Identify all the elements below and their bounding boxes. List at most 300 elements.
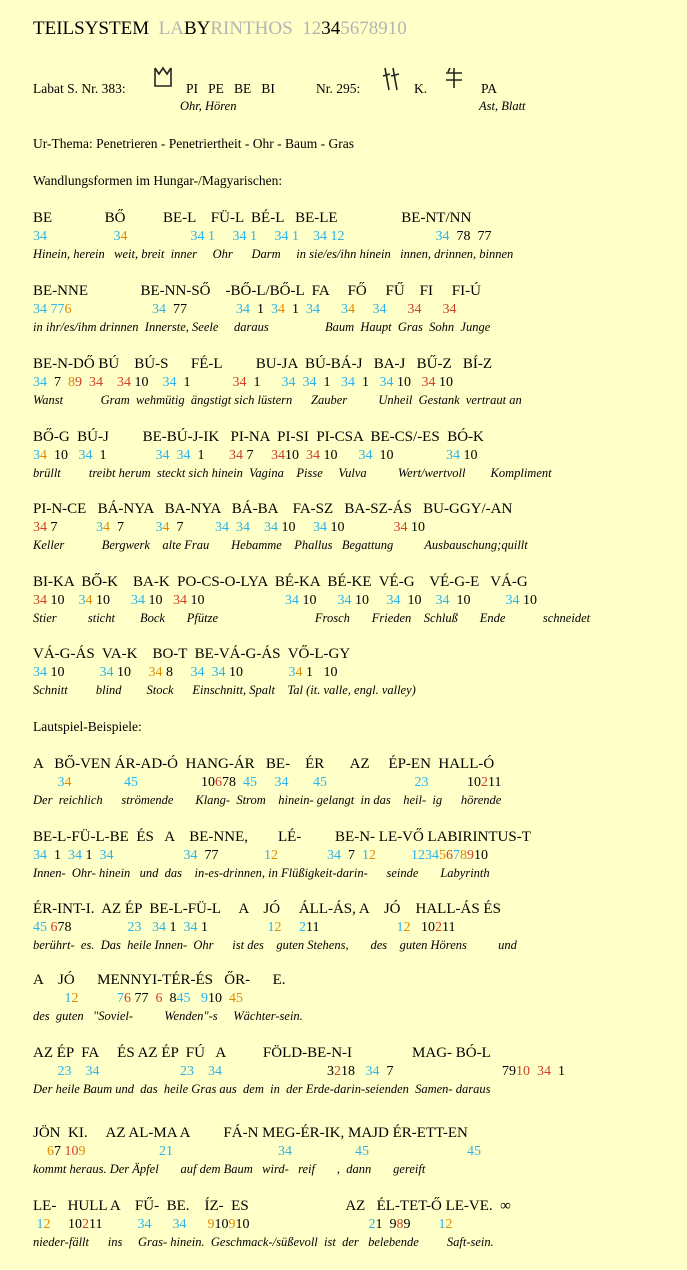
number-segment xyxy=(292,1144,355,1159)
labat-gloss-1: Ohr, Hören xyxy=(180,99,237,113)
number-segment: 2 xyxy=(434,920,442,935)
number-segment: 34 xyxy=(183,920,198,935)
hungarian-words-line: LE- HULL A FŰ- BE. ÍZ- ES AZ ÉL-TET-Ő LE-VE. ∞ xyxy=(33,1198,511,1214)
translation-line: Hinein, herein weit, breit inner Ohr Darm in sie/es/ihn hinein innen, drinnen, binnen xyxy=(33,247,514,261)
number-segment: 34 xyxy=(379,375,394,390)
number-segment xyxy=(376,848,411,863)
number-segment: 45 xyxy=(176,991,191,1006)
number-segment: 34 xyxy=(33,229,47,244)
number-segment: 34 xyxy=(117,375,131,390)
wandlung-heading: Wandlungsformen im Hungar-/Magyarischen: xyxy=(33,173,283,188)
number-segment: 34 xyxy=(285,593,299,608)
number-segment: 8 xyxy=(460,848,467,863)
number-segment: 2 xyxy=(299,920,306,935)
number-segment: 1 xyxy=(246,375,282,390)
cuneiform-sign-295b-icon xyxy=(444,66,464,90)
hungarian-words-line: A JÓ MENNYI-TÉR-ÉS ŐR- E. xyxy=(33,972,286,988)
number-code-line xyxy=(33,775,501,791)
number-segment xyxy=(530,1064,537,1079)
number-segment: 8 xyxy=(68,375,75,390)
number-segment: 3 xyxy=(271,302,278,317)
number-segment: 3 xyxy=(78,593,86,608)
number-segment: 8 xyxy=(396,1217,404,1232)
number-segment: 4 xyxy=(85,593,93,608)
number-segment: 34 xyxy=(68,848,82,863)
number-segment: 10 xyxy=(225,665,289,680)
number-segment: 1 xyxy=(176,375,233,390)
number-segment: 1 xyxy=(36,1217,44,1232)
number-segment: 34 xyxy=(421,375,436,390)
number-segment: 2 xyxy=(274,920,282,935)
number-segment: 3 xyxy=(222,1064,334,1079)
number-segment: 45 xyxy=(355,1144,369,1159)
number-segment xyxy=(289,775,314,790)
number-segment: 7 79 xyxy=(379,1064,516,1079)
number-segment: 45 xyxy=(467,1144,481,1159)
number-segment: 10 xyxy=(47,593,79,608)
number-code-line xyxy=(33,593,537,609)
number-segment: 6 xyxy=(446,848,453,863)
number-segment: 34 xyxy=(99,848,114,863)
number-segment xyxy=(369,1144,467,1159)
number-segment: 34 xyxy=(393,520,408,535)
number-code-line xyxy=(33,1144,481,1160)
number-segment: 34 xyxy=(337,593,352,608)
translation-line: Schnitt blind Stock Einschnitt, Spalt Tal (it. valle, engl. valley) xyxy=(33,683,416,697)
title-main: TEILSYSTEM xyxy=(33,18,150,39)
number-segment: 10 xyxy=(372,448,446,463)
number-segment xyxy=(186,1217,207,1232)
translation-line: berührt- es. Das heile Innen- Ohr ist des guten Stehens, des guten Hörens und xyxy=(33,938,517,952)
number-segment: 34 xyxy=(183,848,198,863)
labat-ref-1: Labat S. Nr. 383: xyxy=(33,81,126,96)
number-segment xyxy=(422,302,443,317)
number-code-line xyxy=(33,302,457,318)
number-segment: 10 xyxy=(435,375,453,390)
number-segment: 45 xyxy=(33,920,47,935)
number-segment xyxy=(257,775,275,790)
translation-line: Innen- Ohr- hinein und das in-es-drinnen, in Flüßigkeit-darin- seinde Labyrinth xyxy=(33,866,490,880)
number-segment xyxy=(72,775,125,790)
number-segment: 12 xyxy=(411,848,425,863)
number-segment: 3 xyxy=(155,520,163,535)
number-segment xyxy=(79,991,118,1006)
number-segment: 10 xyxy=(208,991,229,1006)
number-segment: 11 xyxy=(441,920,456,935)
number-code-line xyxy=(33,229,492,245)
number-segment: 45 xyxy=(124,775,138,790)
number-segment xyxy=(128,229,191,244)
number-segment: 10 xyxy=(278,520,313,535)
number-segment: 34 xyxy=(446,448,460,463)
number-segment: 11 xyxy=(306,920,397,935)
number-segment: 9 xyxy=(403,1217,439,1232)
number-segment: 9 xyxy=(75,375,82,390)
number-segment: 18 xyxy=(341,1064,366,1079)
number-segment: 10 xyxy=(138,775,215,790)
number-segment: 34 34 xyxy=(281,375,317,390)
number-segment: 10 xyxy=(113,665,149,680)
number-segment: 34 xyxy=(33,375,47,390)
number-segment: 34 12 xyxy=(313,229,345,244)
translation-line: in ihr/es/ihm drinnen Innerste, Seele daraus Baum Haupt Gras Sohn Junge xyxy=(33,320,491,334)
number-segment: 7 xyxy=(47,375,68,390)
number-segment: 10 xyxy=(131,375,163,390)
number-segment: 10 xyxy=(474,848,488,863)
number-segment: 34 xyxy=(236,302,250,317)
translation-line: nieder-fällt ins Gras- hinein. Geschmack-/süßevoll ist der belebende Saft-sein. xyxy=(33,1235,494,1249)
number-segment: 34 xyxy=(274,775,289,790)
number-segment: 1 xyxy=(267,920,275,935)
number-segment: 34 xyxy=(33,520,47,535)
number-segment: 34 xyxy=(33,665,47,680)
number-segment: 9 xyxy=(78,1144,86,1159)
number-segment: 4 xyxy=(295,665,303,680)
translation-line: Wanst Gram wehmütig ängstigt sich lüstern Zauber Unheil Gestank vertraut an xyxy=(33,393,522,407)
number-segment: 10 xyxy=(320,448,359,463)
number-segment: 2 xyxy=(481,775,488,790)
number-segment: 34 1 xyxy=(190,229,215,244)
number-segment xyxy=(327,775,415,790)
number-segment: 10 xyxy=(407,520,425,535)
number-segment: 45 xyxy=(243,775,257,790)
number-segment: 1 xyxy=(82,848,100,863)
number-segment: 10 xyxy=(299,593,338,608)
number-segment: 6 xyxy=(124,991,131,1006)
number-segment: 77 xyxy=(197,848,264,863)
page-title xyxy=(33,18,407,40)
number-segment: 34 xyxy=(425,848,439,863)
number-segment: 34 xyxy=(131,593,145,608)
number-segment xyxy=(345,229,436,244)
number-segment: 34 xyxy=(33,593,47,608)
number-segment xyxy=(33,1064,58,1079)
hungarian-words-line: VÁ-G-ÁS VA-K BO-T BE-VÁ-G-ÁS VŐ-L-GY xyxy=(33,646,351,662)
translation-line: Der reichlich strömende Klang- Strom hinein- gelangt in das heil- ig hörende xyxy=(33,793,502,807)
number-segment: 23 xyxy=(180,1064,194,1079)
number-segment: 34 xyxy=(442,302,457,317)
hungarian-words-line: BE-N-DŐ BÚ BÚ-S FÉ-L BU-JA BÚ-BÁ-J BA-J BŰ-Z BÍ-Z xyxy=(33,356,493,372)
number-segment: 34 xyxy=(505,593,520,608)
number-segment: 34 xyxy=(407,302,422,317)
number-segment: 1 xyxy=(92,448,156,463)
number-segment xyxy=(215,229,233,244)
number-segment: 34 34 xyxy=(190,665,226,680)
translation-line: Stier sticht Bock Pfütze Frosch Frieden Schluß Ende schneidet xyxy=(33,611,591,625)
number-segment: 10 xyxy=(214,1217,229,1232)
number-code-line xyxy=(33,1064,565,1080)
number-segment: 78 xyxy=(57,920,128,935)
number-segment: 6 xyxy=(50,920,58,935)
number-segment xyxy=(299,229,313,244)
number-segment: 1 xyxy=(355,375,380,390)
number-code-line xyxy=(33,448,478,464)
hungarian-words-line: BI-KA BŐ-K BA-K PO-CS-O-LYA BÉ-KA BÉ-KE VÉ-G VÉ-G-E VÁ-G xyxy=(33,574,528,590)
number-segment: 7 xyxy=(341,848,362,863)
number-segment: 8 xyxy=(162,991,177,1006)
number-segment: 3 xyxy=(33,448,40,463)
number-segment: 7 xyxy=(54,1144,65,1159)
number-segment: 34 34 xyxy=(215,520,250,535)
number-segment xyxy=(173,1144,278,1159)
number-segment: 34 xyxy=(152,920,166,935)
number-segment: 34 xyxy=(341,375,355,390)
hungarian-words-line: AZ ÉP FA ÉS AZ ÉP FÚ A FÖLD-BE-N-I MAG- BÓ-L xyxy=(33,1045,491,1061)
hungarian-words-line: JÖN KI. AZ AL-MA A FÁ-N MEG-ÉR-IK, MAJD ÉR-ETT-EN xyxy=(33,1125,468,1141)
number-segment: 1 xyxy=(396,920,404,935)
number-segment: 10 xyxy=(64,1144,79,1159)
number-segment: 34 xyxy=(148,665,163,680)
number-segment xyxy=(86,1144,160,1159)
number-code-line xyxy=(33,1217,452,1233)
number-segment: 3 xyxy=(341,302,348,317)
number-segment: 4 xyxy=(278,302,285,317)
number-segment: 1 xyxy=(250,302,271,317)
number-segment: 10 xyxy=(400,593,436,608)
number-segment: 34 xyxy=(152,302,166,317)
number-segment: 1 xyxy=(47,848,68,863)
number-segment: 3 xyxy=(113,229,121,244)
number-segment: 1 10 xyxy=(302,665,338,680)
number-segment: 45 xyxy=(313,775,327,790)
number-segment: 34 xyxy=(232,375,247,390)
labat-syllables-1: PI PE BE BI xyxy=(186,81,275,96)
number-code-line xyxy=(33,920,455,936)
number-segment: 34 xyxy=(537,1064,551,1079)
number-segment: 10 xyxy=(92,593,131,608)
number-code-line xyxy=(33,665,338,681)
number-segment xyxy=(72,302,153,317)
number-segment xyxy=(72,1064,86,1079)
number-segment: 10 xyxy=(235,1217,250,1232)
number-segment: 10 xyxy=(351,593,387,608)
number-segment: 6 xyxy=(64,302,72,317)
number-code-line xyxy=(33,848,488,864)
number-segment: 34 xyxy=(306,448,320,463)
number-segment: 23 xyxy=(57,1064,72,1079)
number-segment: 34 xyxy=(99,665,114,680)
number-segment: 11 xyxy=(488,775,502,790)
number-segment: 34 xyxy=(327,848,341,863)
number-segment: 10 xyxy=(50,1217,82,1232)
number-segment: 10 xyxy=(187,593,285,608)
number-segment: 9 xyxy=(207,1217,215,1232)
number-segment xyxy=(191,991,202,1006)
number-segment: 34 xyxy=(229,448,243,463)
number-segment xyxy=(114,848,184,863)
number-segment: 10 xyxy=(145,593,173,608)
number-segment: 34 xyxy=(78,448,93,463)
number-segment: 1 xyxy=(362,848,369,863)
number-segment: 34 xyxy=(271,448,285,463)
number-segment: 1 xyxy=(551,1064,565,1079)
number-segment: 1 xyxy=(197,920,268,935)
number-segment: 2 xyxy=(334,1064,341,1079)
hungarian-words-line: ÉR-INT-I. AZ ÉP BE-L-FÜ-L A JÓ ÁLL-ÁS, A JÓ HALL-ÁS ÉS xyxy=(33,901,501,917)
number-segment: 7 xyxy=(243,448,271,463)
number-segment: 2 xyxy=(43,1217,51,1232)
labat-syllable-2b: PA xyxy=(481,81,498,96)
number-segment: 77 xyxy=(166,302,236,317)
number-segment: 9 xyxy=(467,848,474,863)
lautspiel-heading: Lautspiel-Beispiele: xyxy=(33,719,142,734)
number-segment: 4 xyxy=(162,520,170,535)
number-segment: 7 xyxy=(169,520,215,535)
hungarian-words-line: BŐ-G BÚ-J BE-BÚ-J-IK PI-NA PI-SI PI-CSA BE-CS/-ES BÓ-K xyxy=(33,429,484,445)
number-segment: 34 xyxy=(306,302,320,317)
title-num-dark-34: 34 xyxy=(321,18,341,39)
labat-gloss-2: Ast, Blatt xyxy=(479,99,526,113)
number-segment: 10 xyxy=(410,920,435,935)
number-segment: 2 xyxy=(82,1217,89,1232)
number-segment: 34 77 xyxy=(33,302,65,317)
labat-ref-2: Nr. 295: xyxy=(316,81,361,96)
number-segment: 8 xyxy=(162,665,191,680)
number-code-line xyxy=(33,991,243,1007)
number-segment: 10 xyxy=(47,665,100,680)
number-segment: 4 xyxy=(120,229,128,244)
number-segment: 34 xyxy=(173,593,187,608)
number-segment: 1 xyxy=(316,375,341,390)
number-segment: 34 34 xyxy=(155,448,191,463)
hungarian-words-line: BE-L-FÜ-L-BE ÉS A BE-NNE, LÉ- BE-N- LE-VŐ LABIRINTUS-T xyxy=(33,829,531,845)
number-segment: 4 xyxy=(103,520,110,535)
translation-line: Keller Bergwerk alte Frau Hebamme Phallus Begattung Ausbauschung;quillt xyxy=(33,538,528,552)
number-segment: 3 xyxy=(96,520,103,535)
number-segment: 1 9 xyxy=(375,1217,397,1232)
number-segment: 34 xyxy=(85,1064,100,1079)
title-grey-la: LA xyxy=(158,18,184,39)
number-segment xyxy=(387,302,408,317)
number-segment: 10 xyxy=(393,375,422,390)
number-segment: 78 xyxy=(222,775,243,790)
number-segment xyxy=(33,775,58,790)
number-segment: 7 xyxy=(117,991,124,1006)
number-segment xyxy=(250,520,264,535)
cuneiform-sign-295a-icon xyxy=(381,66,401,92)
number-segment: 45 xyxy=(229,991,243,1006)
number-segment: 34 xyxy=(162,375,177,390)
number-segment: 7 xyxy=(453,848,460,863)
number-segment: 5 xyxy=(439,848,446,863)
number-segment: 4 xyxy=(64,775,72,790)
number-segment: 21 xyxy=(159,1144,173,1159)
title-dark-by: BY xyxy=(183,18,211,39)
hungarian-words-line: BE-NNE BE-NN-SŐ -BŐ-L/BŐ-L FA FŐ FŰ FI FI-Ú xyxy=(33,283,481,299)
number-segment: 3 xyxy=(288,665,296,680)
number-segment xyxy=(278,848,327,863)
number-segment: 7 xyxy=(47,520,96,535)
number-segment: 34 1 xyxy=(232,229,257,244)
number-segment: 10 xyxy=(449,593,506,608)
number-segment xyxy=(103,375,117,390)
number-segment: 1 xyxy=(166,920,184,935)
number-segment: 34 xyxy=(386,593,401,608)
number-segment xyxy=(33,1144,47,1159)
hungarian-words-line: BE BŐ BE-L FÜ-L BÉ-L BE-LE BE-NT/NN xyxy=(33,210,472,226)
number-segment: 11 xyxy=(89,1217,138,1232)
number-segment: 34 xyxy=(89,375,103,390)
number-segment: 6 xyxy=(155,991,163,1006)
number-segment: 34 xyxy=(264,520,278,535)
title-grey-rinthos: RINTHOS xyxy=(210,18,293,39)
number-segment: 9 xyxy=(228,1217,236,1232)
number-segment: 4 xyxy=(348,302,355,317)
number-segment: 2 xyxy=(271,848,278,863)
number-segment xyxy=(282,920,300,935)
number-segment: 34 xyxy=(435,593,450,608)
number-segment: 2 xyxy=(368,1217,376,1232)
number-segment: 10 xyxy=(47,448,79,463)
number-segment xyxy=(100,1064,181,1079)
number-segment: 1 xyxy=(264,848,271,863)
number-code-line xyxy=(33,520,425,536)
number-segment: 2 xyxy=(403,920,411,935)
number-segment: 10 xyxy=(327,520,394,535)
number-segment: 1 xyxy=(438,1217,446,1232)
number-segment: 34 xyxy=(208,1064,222,1079)
number-segment: 6 xyxy=(47,1144,54,1159)
number-segment: 78 77 xyxy=(449,229,492,244)
number-segment xyxy=(194,1064,208,1079)
number-segment: 6 xyxy=(215,775,222,790)
translation-line: Der heile Baum und das heile Gras aus dem in der Erde-darin-seienden Samen- daraus xyxy=(33,1082,491,1096)
labat-syllable-2a: K. xyxy=(414,81,428,96)
number-segment: 1 xyxy=(285,302,306,317)
number-segment xyxy=(47,229,114,244)
number-segment: 34 xyxy=(435,229,450,244)
number-segment: 34 xyxy=(33,848,47,863)
number-code-line xyxy=(33,375,453,391)
number-segment: 2 xyxy=(445,1217,453,1232)
hungarian-words-line: PI-N-CE BÁ-NYA BA-NYA BÁ-BA FA-SZ BA-SZ-ÁS BU-GGY/-AN xyxy=(33,501,513,517)
number-segment xyxy=(142,920,153,935)
number-segment: 34 xyxy=(313,520,327,535)
number-segment xyxy=(249,1217,368,1232)
number-segment xyxy=(320,302,341,317)
number-segment: 10 xyxy=(460,448,478,463)
number-segment: 10 xyxy=(519,593,537,608)
number-segment: 23 xyxy=(414,775,429,790)
number-segment: 34 1 xyxy=(274,229,299,244)
number-segment: 77 xyxy=(131,991,156,1006)
number-segment: 23 xyxy=(127,920,142,935)
number-segment: 34 xyxy=(278,1144,292,1159)
number-segment: 9 xyxy=(201,991,208,1006)
number-segment: 34 xyxy=(358,448,373,463)
cuneiform-sign-383-icon xyxy=(152,64,174,92)
number-segment: 10 xyxy=(516,1064,530,1079)
number-segment: 34 xyxy=(365,1064,380,1079)
ur-thema: Ur-Thema: Penetrieren - Penetriertheit - Ohr - Baum - Gras xyxy=(33,136,354,151)
number-segment xyxy=(151,1217,172,1232)
translation-line: des guten "Soviel- Wenden"-s Wächter-sein. xyxy=(33,1009,303,1023)
number-segment xyxy=(33,991,65,1006)
hungarian-words-line: A BŐ-VEN ÁR-AD-Ó HANG-ÁR BE- ÉR AZ ÉP-EN HALL-Ó xyxy=(33,756,495,772)
number-segment xyxy=(257,229,275,244)
number-segment: 2 xyxy=(369,848,376,863)
number-segment: 3 xyxy=(57,775,65,790)
translation-line: kommt heraus. Der Äpfel auf dem Baum wird- reif , dann gereift xyxy=(33,1162,426,1176)
number-segment: 34 xyxy=(172,1217,187,1232)
number-segment: 34 xyxy=(372,302,387,317)
title-num-grey-rest: 5678910 xyxy=(340,18,407,39)
title-num-grey-12: 12 xyxy=(302,18,322,39)
number-segment: 10 xyxy=(428,775,481,790)
number-segment xyxy=(82,375,89,390)
number-segment xyxy=(355,302,373,317)
number-segment: 34 xyxy=(137,1217,152,1232)
